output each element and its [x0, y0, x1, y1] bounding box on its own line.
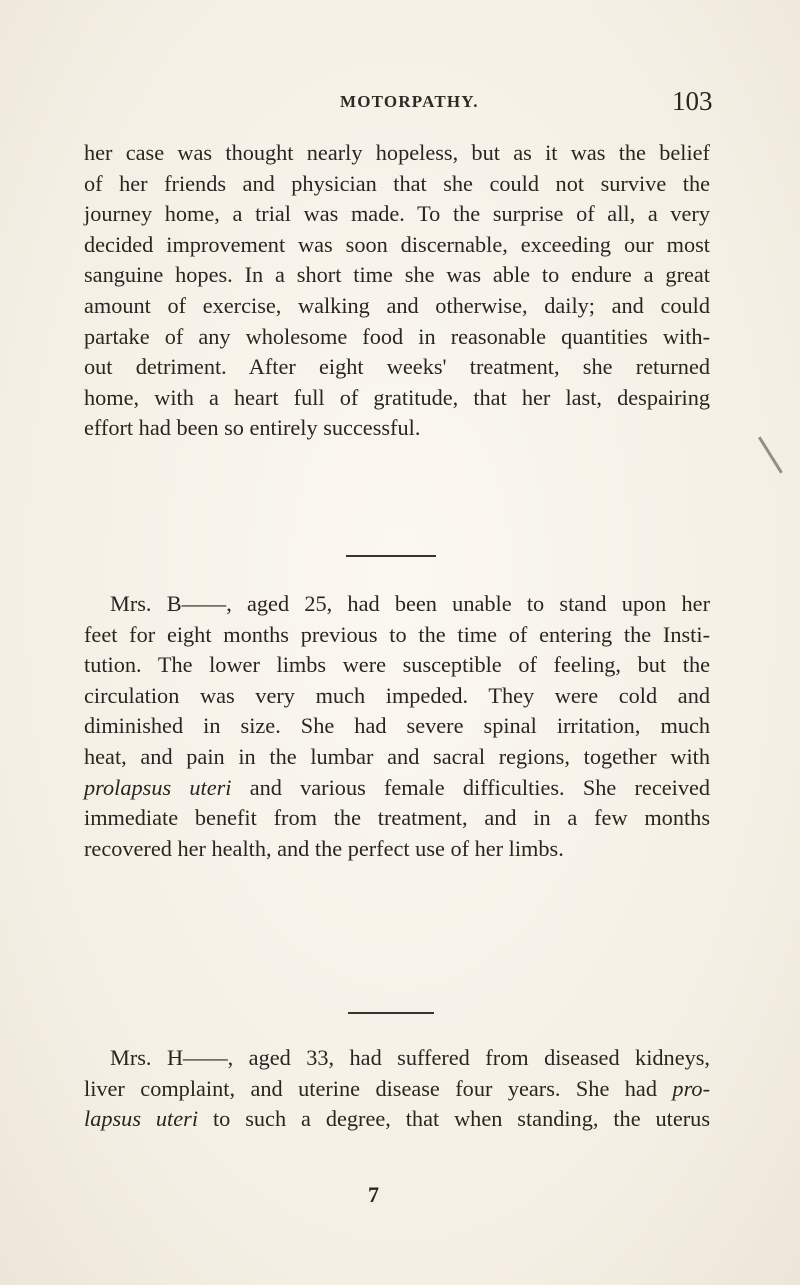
text-line: Mrs. B——, aged 25, had been unable to stand upon her: [110, 591, 710, 616]
italic-term: lapsus uteri: [84, 1106, 199, 1132]
section-divider: [346, 555, 436, 557]
signature-mark: 7: [368, 1182, 379, 1207]
text-line: feet for eight months previous to the time of entering the Insti-: [84, 621, 710, 647]
text-line: home, with a heart full of gratitude, that her last, despairing: [84, 384, 710, 410]
italic-term: prolapsus uteri: [84, 774, 232, 800]
text-line-italic-end: [84, 1074, 710, 1105]
margin-pencil-mark: [758, 436, 783, 473]
running-head: MOTORPATHY.: [340, 92, 479, 111]
text-line: recovered her health, and the perfect use of her limbs.: [84, 835, 564, 861]
italic-term: pro-: [672, 1075, 710, 1101]
text-line: her case was thought nearly hopeless, but as it was the belief: [84, 140, 710, 165]
text-segment: liver complaint, and uterine disease four years. She had: [84, 1075, 657, 1101]
text-line: partake of any wholesome food in reasonable quantities with-: [84, 323, 710, 349]
text-line: heat, and pain in the lumbar and sacral regions, together with: [84, 743, 710, 769]
text-line: immediate benefit from the treatment, and in a few months: [84, 805, 710, 831]
text-line: sanguine hopes. In a short time she was able to endure a great: [84, 262, 710, 288]
text-line: tution. The lower limbs were susceptible of feeling, but the: [84, 652, 710, 678]
text-line: amount of exercise, walking and otherwise, daily; and could: [84, 292, 710, 318]
text-line: effort had been so entirely successful.: [84, 415, 421, 441]
paragraph-2: [84, 589, 710, 864]
text-line: decided improvement was soon discernable, exceeding our most: [84, 231, 710, 257]
text-line: Mrs. H——, aged 33, had suffered from diseased kidneys,: [110, 1045, 710, 1070]
text-line: of her friends and physician that she could not survive the: [84, 170, 710, 196]
text-line-italic-start: [84, 773, 710, 804]
paragraph-1: [84, 138, 710, 444]
page-number: 103: [672, 86, 713, 116]
text-segment: to such a degree, that when standing, the uterus: [212, 1106, 710, 1132]
page-header: [0, 88, 800, 118]
text-line-italic-start: [84, 1104, 710, 1135]
paragraph-3: [84, 1043, 710, 1135]
text-line: circulation was very much impeded. They were cold and: [84, 682, 710, 708]
text-line: diminished in size. She had severe spinal irritation, much: [84, 713, 710, 739]
text-segment: and various female difficulties. She received: [249, 774, 711, 800]
section-divider: [348, 1012, 434, 1014]
text-line: out detriment. After eight weeks' treatment, she returned: [84, 354, 710, 380]
text-line: journey home, a trial was made. To the surprise of all, a very: [84, 201, 710, 227]
